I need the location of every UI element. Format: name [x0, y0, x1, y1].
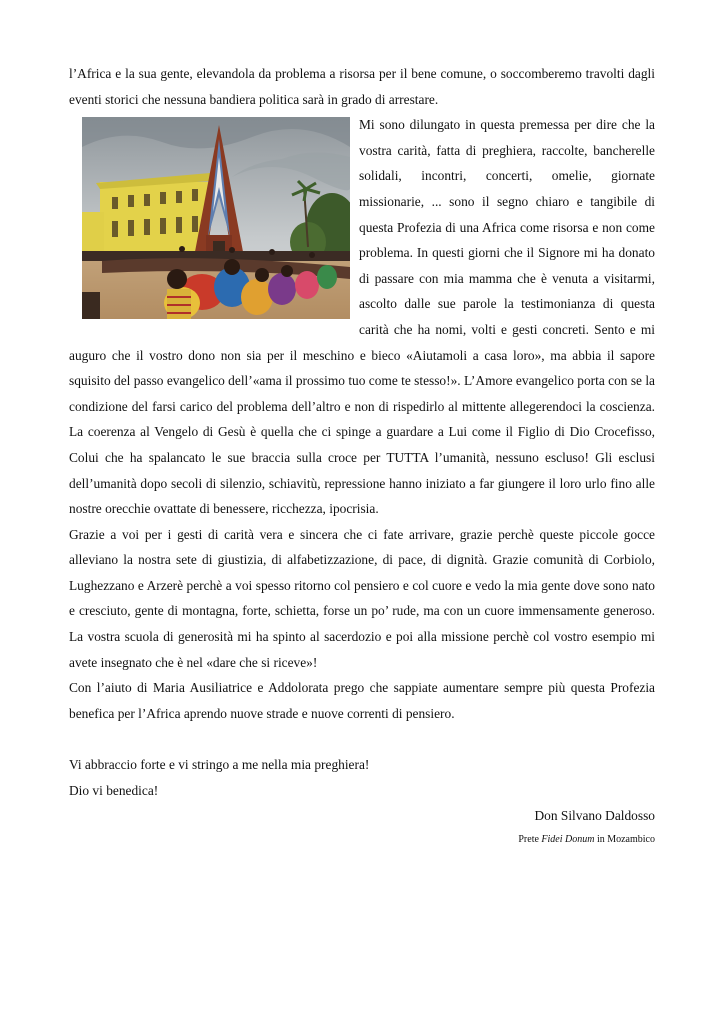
signature-role-post: in Mozambico: [594, 833, 655, 845]
signature: [69, 803, 655, 849]
photo-paragraph: Mi sono dilungato in questa premessa per dire che la vostra carità, fatta di preghiera, raccolte, bancherelle solidali, incontri, concerti, omelie, giornate missionarie, ... sono il segno chiaro e tangibile di questa Profezia di una Africa come risorsa e non come problema. In questi giorni che il Signore mi ha donato di passare con mia mamma che è venuta a visitarmi, ascolto dalle sue parole la testimonianza di questa carità che ha nomi, volti e gesti concreti. Sento e mi auguro che il vostro dono non sia per il meschino e bieco «Aiutamoli a casa loro», ma abbia il sapore squisito del passo evangelico dell’«ama il prossimo tuo come te stesso!». L’Amore evangelico porta con se la condizione del farsi carico del problema dell’altro e non di rispedirlo al mittente allegerendoci la coscienza. La coerenza al Vengelo di Gesù è quella che ci spinge a guardare a Lui come il Figlio di Dio Crocefisso, Colui che ha spalancato le sue braccia sulla croce per TUTTA l’umanità, nessuno escluso! Gli esclusi dell’umanità dopo secoli di silenzio, schiavitù, repressione hanno iniziato a far giungere il loro urlo fino alle nostre orecchie ovattate di benessere, ricchezza, ipocrisia.: [69, 117, 655, 517]
spacer: [69, 726, 655, 752]
church-crowd-photo-icon: [82, 117, 350, 319]
closing-line-2: Dio vi benedica!: [69, 782, 159, 798]
signature-role-italic: Fidei Donum: [541, 833, 595, 845]
prayer-paragraph: Con l’aiuto di Maria Ausiliatrice e Addolorata prego che sappiate aumentare sempre più questa Profezia benefica per l’Africa aprendo nuove strade e nuove correnti di pensiero.: [69, 680, 655, 721]
signature-role: [69, 831, 655, 849]
letter-page: [69, 61, 655, 849]
closing-line-1: Vi abbraccio forte e vi stringo a me nella mia preghiera!: [69, 757, 370, 773]
thanks-paragraph: Grazie a voi per i gesti di carità vera e sincera che ci fate arrivare, grazie perchè queste piccole gocce alleviano la nostra sete di giustizia, di alfabetizzazione, di pace, di dignità. Grazie comunità di Corbiolo, Lughezzano e Arzerè perchè a voi spesso ritorno col pensiero e col cuore e vedo la mia gente dove sono nato e cresciuto, gente di montagna, forte, schietta, forse un po’ rude, ma con un cuore immensamente generoso. La vostra scuola di generosità mi ha spinto al sacerdozio e poi alla missione perchè col vostro esempio mi avete insegnato che è nel «dare che si riceve»!: [69, 526, 655, 670]
closing: [69, 752, 655, 803]
church-photo: [82, 117, 350, 319]
signature-name: Don Silvano Daldosso: [534, 808, 655, 824]
signature-role-pre: Prete: [518, 833, 542, 845]
intro-paragraph: l’Africa e la sua gente, elevandola da problema a risorsa per il bene comune, o soccomberemo travolti dagli eventi storici che nessuna bandiera politica sarà in grado di arrestare.: [69, 66, 655, 107]
